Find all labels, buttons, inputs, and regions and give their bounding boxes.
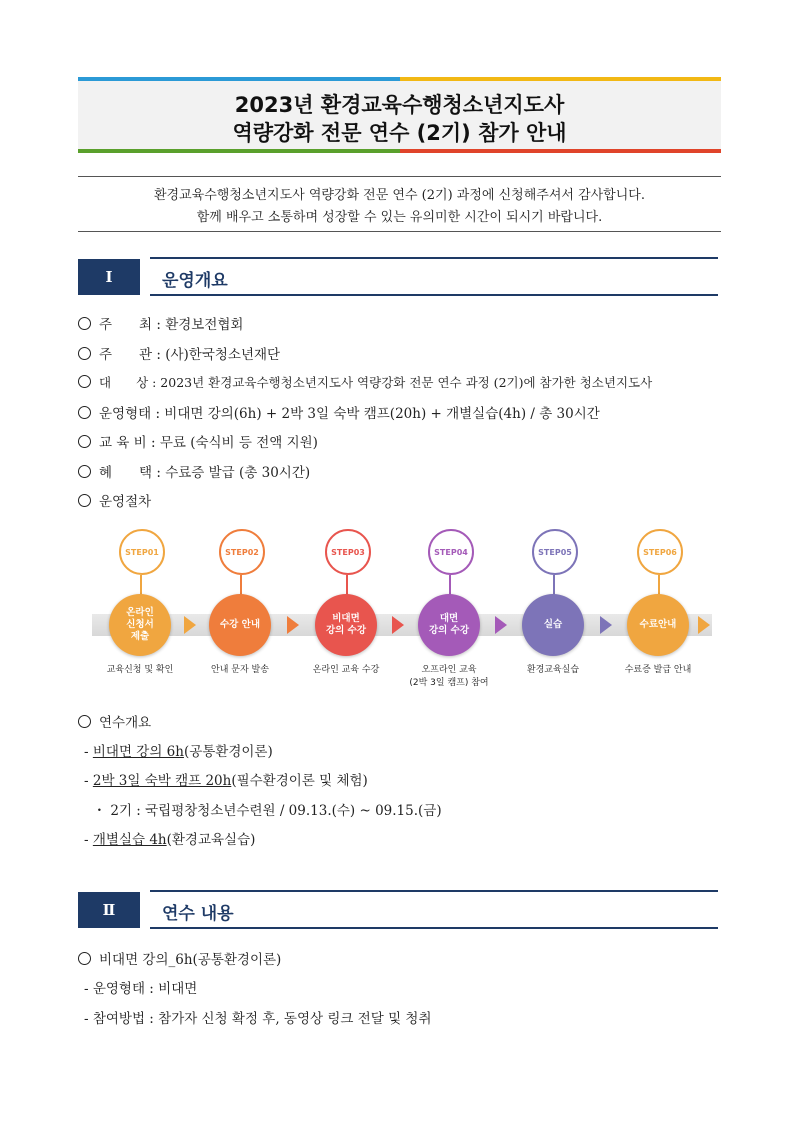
- section-1-title: 운영개요: [162, 271, 228, 291]
- circle-bullet-icon: [78, 494, 91, 507]
- overview-item: - 2박 3일 숙박 캠프 20h(필수환경이론 및 체험): [84, 773, 368, 789]
- info-item: 교 육 비 : 무료 (숙식비 등 전액 지원): [78, 431, 318, 451]
- info-item: 운영절차: [78, 490, 151, 510]
- step-badge: STEP05: [532, 529, 578, 575]
- step-connector: [346, 575, 348, 595]
- step-circle: 수료안내: [627, 594, 689, 656]
- circle-bullet-icon: [78, 317, 91, 330]
- chevron-right-icon: [495, 616, 507, 634]
- info-item: 혜 택 : 수료증 발급 (총 30시간): [78, 461, 310, 481]
- step-circle: 실습: [522, 594, 584, 656]
- section-2-top-rule: [150, 890, 718, 892]
- step-badge: STEP06: [637, 529, 683, 575]
- step-badge: STEP01: [119, 529, 165, 575]
- title-top-bar: [78, 77, 721, 81]
- section-2-line: - 참여방법 : 참가자 신청 확정 후, 동영상 링크 전달 및 청취: [84, 1011, 432, 1027]
- step-circle: 온라인 신청서 제출: [109, 594, 171, 656]
- intro-top-rule: [78, 176, 721, 177]
- info-item: 주 최 : 환경보전협회: [78, 313, 243, 333]
- step-connector: [658, 575, 660, 595]
- intro-line-2: 함께 배우고 소통하며 성장할 수 있는 유의미한 시간이 되시기 바랍니다.: [196, 210, 603, 225]
- intro-bottom-rule: [78, 231, 721, 232]
- chevron-right-icon: [392, 616, 404, 634]
- step-connector: [553, 575, 555, 595]
- section-2-bottom-rule: [150, 927, 718, 929]
- title-box: [78, 77, 721, 153]
- overview-item: - 개별실습 4h(환경교육실습): [84, 832, 256, 848]
- step-circle: 대면 강의 수강: [418, 594, 480, 656]
- section-1-bottom-rule: [150, 294, 718, 296]
- circle-bullet-icon: [78, 406, 91, 419]
- section-1-number: Ⅰ: [78, 259, 140, 295]
- step-caption: 교육신청 및 확인: [106, 665, 174, 675]
- step-caption: 오프라인 교육 (2박 3일 캠프) 참여: [409, 665, 489, 688]
- step-caption: 안내 문자 발송: [211, 665, 269, 675]
- step-caption: 수료증 발급 안내: [624, 665, 692, 675]
- section-1-top-rule: [150, 257, 718, 259]
- info-item: 주 관 : (사)한국청소년재단: [78, 343, 280, 363]
- chevron-right-icon: [698, 616, 710, 634]
- info-item: 운영형태 : 비대면 강의(6h) + 2박 3일 숙박 캠프(20h) + 개별실습(4h) / 총 30시간: [78, 402, 600, 422]
- info-item: 대 상 : 2023년 환경교육수행청소년지도사 역량강화 전문 연수 과정 (2기)에 참가한 청소년지도사: [78, 373, 652, 391]
- step-badge: STEP04: [428, 529, 474, 575]
- intro-line-1: 환경교육수행청소년지도사 역량강화 전문 연수 (2기) 과정에 신청해주셔서 감사합니다.: [153, 188, 645, 203]
- overview-item: - 비대면 강의 6h(공통환경이론): [84, 744, 273, 760]
- step-circle: 비대면 강의 수강: [315, 594, 377, 656]
- step-connector: [140, 575, 142, 595]
- step-caption: 온라인 교육 수강: [312, 665, 380, 675]
- chevron-right-icon: [184, 616, 196, 634]
- circle-bullet-icon: [78, 465, 91, 478]
- title-bottom-bar: [78, 149, 721, 153]
- chevron-right-icon: [600, 616, 612, 634]
- circle-bullet-icon: [78, 435, 91, 448]
- circle-bullet-icon: [78, 375, 91, 388]
- step-connector: [449, 575, 451, 595]
- step-badge: STEP02: [219, 529, 265, 575]
- circle-bullet-icon: [78, 952, 91, 965]
- overview-item: ・ 2기 : 국립평창청소년수련원 / 09.13.(수) ~ 09.15.(금): [84, 803, 442, 819]
- section-2-line: - 운영형태 : 비대면: [84, 981, 198, 997]
- circle-bullet-icon: [78, 347, 91, 360]
- step-circle: 수강 안내: [209, 594, 271, 656]
- step-caption: 환경교육실습: [526, 665, 580, 675]
- section-2-title: 연수 내용: [162, 904, 234, 924]
- section-2-item: 비대면 강의_6h(공통환경이론): [78, 948, 281, 968]
- overview-heading: 연수개요: [78, 711, 151, 731]
- circle-bullet-icon: [78, 715, 91, 728]
- title-line-2: 역량강화 전문 연수 (2기) 참가 안내: [232, 121, 567, 145]
- section-2-number: Ⅱ: [78, 892, 140, 928]
- title-line-1: 2023년 환경교육수행청소년지도사: [234, 93, 565, 117]
- chevron-right-icon: [287, 616, 299, 634]
- step-connector: [240, 575, 242, 595]
- step-badge: STEP03: [325, 529, 371, 575]
